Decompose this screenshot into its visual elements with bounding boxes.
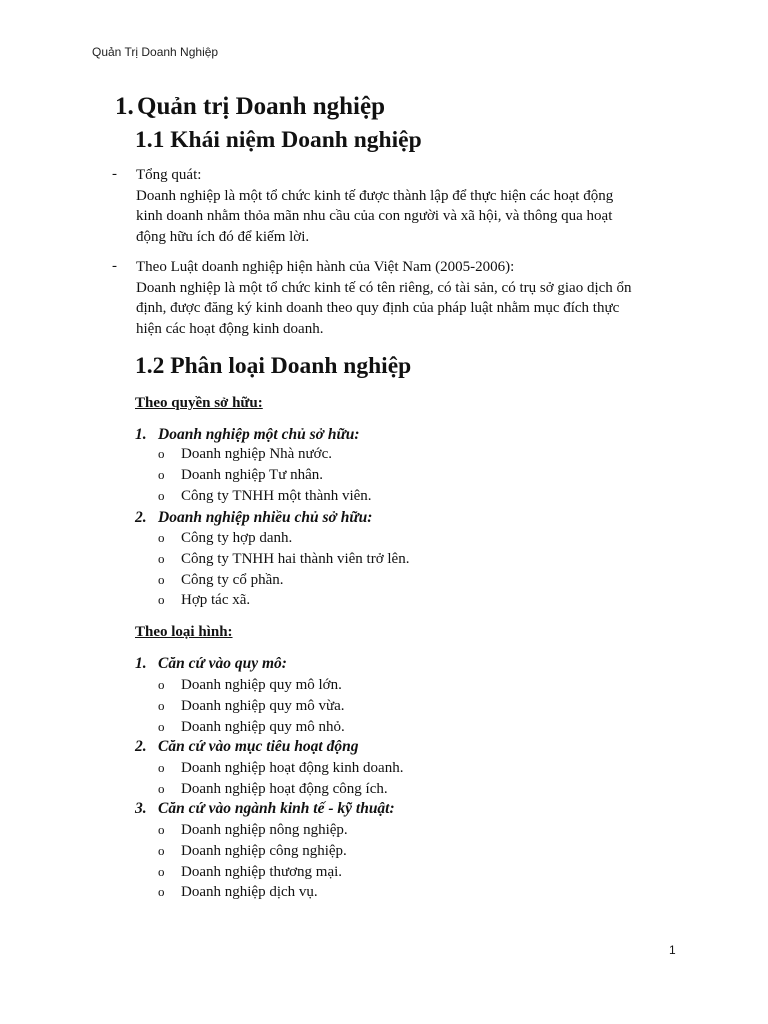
list-item <box>158 820 348 841</box>
circle-bullet: o <box>158 884 165 900</box>
definition-line: Doanh nghiệp là một tổ chức kinh tế có tên riêng, có tài sản, có trụ sở giao dịch ổn <box>136 279 632 296</box>
definition-label: Theo Luật doanh nghiệp hiện hành của Việt Nam (2005-2006): <box>136 259 515 275</box>
list-item-text: Doanh nghiệp Tư nhân. <box>181 466 323 483</box>
circle-bullet: o <box>158 571 165 587</box>
list-item <box>158 549 409 570</box>
ownership-subheading: Theo quyền sở hữu: <box>135 395 263 411</box>
circle-bullet: o <box>158 780 165 796</box>
definition-line: Doanh nghiệp là một tổ chức kinh tế được thành lập để thực hiện các hoạt động <box>136 187 614 204</box>
definition-law <box>112 257 672 340</box>
dash-bullet: - <box>112 258 117 274</box>
section-1-1-heading: 1.1 Khái niệm Doanh nghiệp <box>135 127 422 153</box>
list-item <box>158 841 348 862</box>
circle-bullet: o <box>158 760 165 775</box>
group-number: 1. <box>135 655 147 672</box>
type-group-2-list <box>158 758 403 800</box>
list-item-text: Hợp tác xã. <box>181 592 251 609</box>
list-item <box>158 717 345 738</box>
list-item-text: Doanh nghiệp hoạt động công ích. <box>181 780 388 797</box>
circle-bullet: o <box>158 592 165 608</box>
group-number: 2. <box>135 738 147 755</box>
list-item <box>158 528 409 549</box>
group-title: Doanh nghiệp một chủ sở hữu: <box>158 426 360 443</box>
type-group-3-list <box>158 820 348 903</box>
circle-bullet: o <box>158 718 165 734</box>
type-subheading: Theo loại hình: <box>135 624 233 640</box>
list-item <box>158 465 372 486</box>
list-item-text: Công ty hợp danh. <box>181 530 293 546</box>
list-item <box>158 862 348 883</box>
section-1-title: Quản trị Doanh nghiệp <box>137 93 385 120</box>
list-item-text: Công ty TNHH một thành viên. <box>181 487 372 504</box>
circle-bullet: o <box>158 466 165 482</box>
section-1-heading <box>115 93 385 121</box>
ownership-group-1-list <box>158 444 372 506</box>
list-item-text: Công ty TNHH hai thành viên trở lên. <box>181 550 410 567</box>
circle-bullet: o <box>158 677 165 692</box>
definition-label: Tổng quát: <box>136 167 202 183</box>
circle-bullet: o <box>158 842 165 858</box>
list-item-text: Doanh nghiệp nông nghiệp. <box>181 822 348 838</box>
list-item <box>158 570 409 591</box>
group-title: Căn cứ vào mục tiêu hoạt động <box>158 738 359 755</box>
list-item-text: Doanh nghiệp quy mô nhỏ. <box>181 718 345 735</box>
circle-bullet: o <box>158 530 165 545</box>
group-number: 2. <box>135 509 147 526</box>
circle-bullet: o <box>158 487 165 503</box>
type-group-3-title <box>135 800 395 818</box>
definition-line: kinh doanh nhằm thỏa mãn nhu cầu của con người và xã hội, và thông qua hoạt <box>136 208 613 225</box>
list-item-text: Doanh nghiệp hoạt động kinh doanh. <box>181 760 404 776</box>
definition-line: động hữu ích đó để kiếm lời. <box>136 229 310 246</box>
list-item-text: Doanh nghiệp thương mại. <box>181 863 343 880</box>
definition-line: hiện các hoạt động kinh doanh. <box>136 321 324 338</box>
circle-bullet: o <box>158 697 165 713</box>
circle-bullet: o <box>158 822 165 837</box>
list-item <box>158 758 403 779</box>
list-item <box>158 882 348 903</box>
circle-bullet: o <box>158 550 165 566</box>
list-item-text: Công ty cổ phần. <box>181 571 284 588</box>
dash-bullet: - <box>112 166 117 182</box>
running-header: Quản Trị Doanh Nghiệp <box>92 45 219 59</box>
list-item-text: Doanh nghiệp Nhà nước. <box>181 446 333 462</box>
type-group-1-title <box>135 655 287 673</box>
list-item <box>158 486 372 507</box>
type-group-2-title <box>135 738 358 756</box>
list-item <box>158 779 403 800</box>
circle-bullet: o <box>158 446 165 461</box>
type-group-1-list <box>158 675 345 737</box>
list-item <box>158 696 345 717</box>
definition-line: định, được đăng ký kinh doanh theo quy định của pháp luật nhằm mục đích thực <box>136 300 620 317</box>
list-item-text: Doanh nghiệp quy mô vừa. <box>181 697 345 714</box>
ownership-group-1-title <box>135 426 360 444</box>
circle-bullet: o <box>158 863 165 879</box>
list-item-text: Doanh nghiệp dịch vụ. <box>181 884 318 901</box>
ownership-group-2-list <box>158 528 409 611</box>
list-item-text: Doanh nghiệp công nghiệp. <box>181 842 347 859</box>
ownership-group-2-title <box>135 509 372 527</box>
list-item-text: Doanh nghiệp quy mô lớn. <box>181 677 342 693</box>
group-title: Căn cứ vào ngành kinh tế - kỹ thuật: <box>158 800 395 817</box>
list-item <box>158 675 345 696</box>
group-number: 3. <box>135 800 147 817</box>
section-1-2-heading: 1.2 Phân loại Doanh nghiệp <box>135 353 412 379</box>
group-title: Căn cứ vào quy mô: <box>158 655 287 672</box>
section-1-number: 1. <box>115 93 134 120</box>
page-number: 1 <box>669 943 676 957</box>
group-title: Doanh nghiệp nhiều chủ sở hữu: <box>158 509 373 526</box>
group-number: 1. <box>135 426 147 443</box>
definition-general <box>112 165 672 248</box>
list-item <box>158 444 372 465</box>
list-item <box>158 590 409 611</box>
